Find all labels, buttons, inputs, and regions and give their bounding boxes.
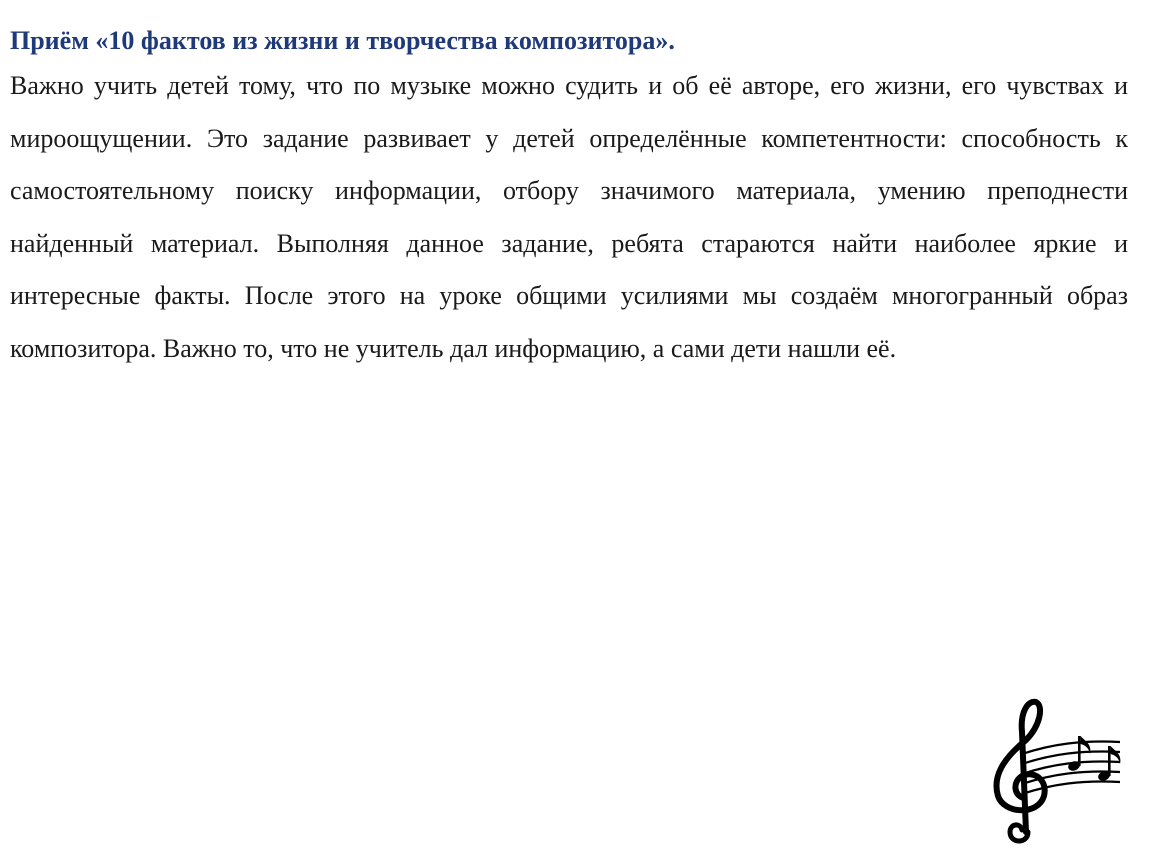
treble-clef-with-notes-icon [982, 692, 1122, 844]
slide-paragraph: Важно учить детей тому, что по музыке можно судить и об её авторе, его жизни, его чувствах и мироощущении. Это задание развивает у детей определённые компетентности: способность к самостоятельному поиску информации, отбору значимого материала, умению преподнести найденный материал. Выполняя данное задание, ребята стараются найти наиболее яркие и интересные факты. После этого на уроке общими усилиями мы создаём многогранный образ композитора. Важно то, что не учитель дал информацию, а сами дети нашли её. [10, 71, 1128, 363]
slide-heading: Приём «10 фактов из жизни и творчества композитора». [10, 26, 675, 55]
